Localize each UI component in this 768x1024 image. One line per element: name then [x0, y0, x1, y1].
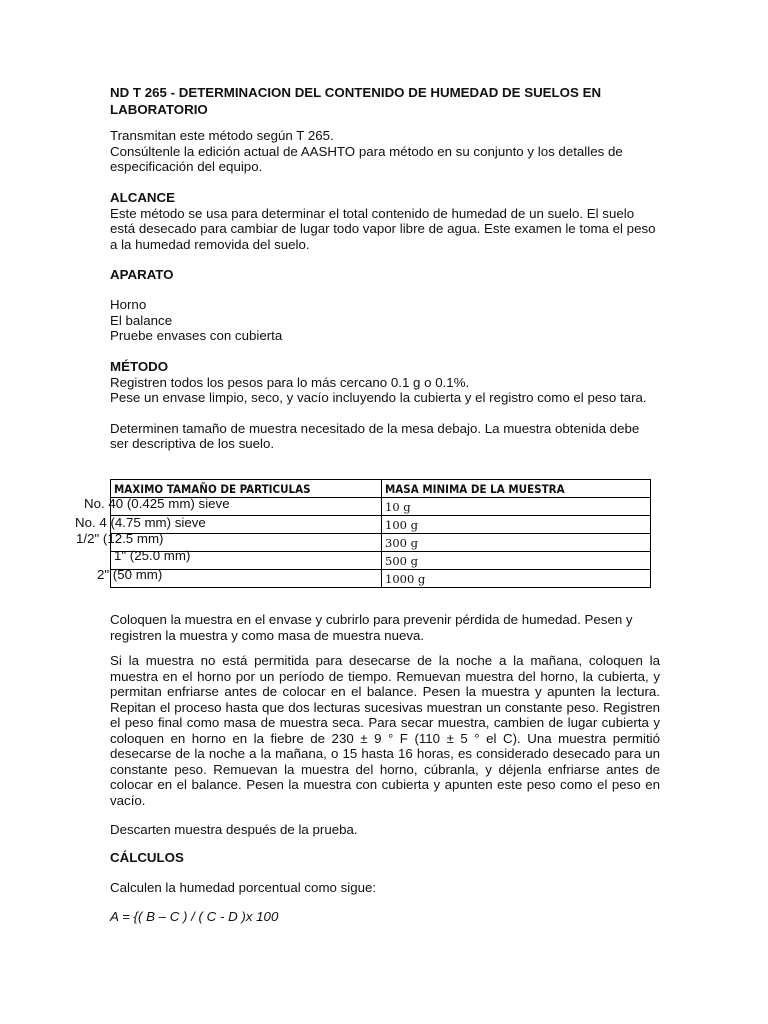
table-cell-mass: 500 g — [382, 552, 651, 570]
metodo-line-2: Pese un envase limpio, seco, y vacío incluyendo la cubierta y el registro como el peso tara. — [110, 390, 647, 405]
calculos-heading: CÁLCULOS — [110, 849, 184, 865]
aparato-heading: APARATO — [110, 267, 174, 282]
document-body-continued — [110, 612, 660, 925]
paragraph: Si la muestra no está permitida para desecarse de la noche a la mañana, coloquen la muestra en el horno por un período de tiempo. Remuevan muestra del horno, la cubierta, y permitan enfriarse antes de colocar en el balance. Pesen la muestra y apunten la lectura. Repitan el proceso hasta que dos lecturas sucesivas muestran un constante peso. Registren el peso final como masa de muestra seca. Para secar muestra, cambien de lugar cubierta y coloquen en horno en la fiebre de 230 ± 9 ° F (110 ± 5 ° el C). Una muestra permitió desecarse de la noche a la mañana, o 15 hasta 16 horas, es considerado desecado para un constante peso. Remuevan la muestra del horno, cúbranla, y déjenla enfriarse antes de colocar en el balance. Pesen la muestra con cubierta y apunten este peso como el peso en vacío. — [110, 653, 660, 808]
table-cell-size: 1" (25.0 mm) — [114, 548, 191, 563]
table-cell-size: No. 40 (0.425 mm) sieve — [84, 496, 230, 511]
metodo-line-1: Registren todos los pesos para lo más cercano 0.1 g o 0.1%. — [110, 374, 470, 390]
table-cell-mass: 1000 g — [382, 570, 651, 588]
paragraph: Descarten muestra después de la prueba. — [110, 822, 358, 837]
table-cell-mass: 100 g — [382, 516, 651, 534]
metodo-heading: MÉTODO — [110, 358, 169, 374]
table-cell-size: 1/2" (12.5 mm) — [76, 531, 164, 546]
table-cell-size: No. 4 (4.75 mm) sieve — [75, 515, 206, 530]
aparato-item: El balance — [110, 312, 173, 328]
table-cell-mass: 10 g — [382, 498, 651, 516]
document-body — [110, 84, 660, 452]
table-intro: Determinen tamaño de muestra necesitado de la mesa debajo. La muestra obtenida debe ser descriptiva de los suelo. — [110, 420, 640, 451]
aparato-item: Pruebe envases con cubierta — [110, 328, 283, 343]
table-header-mass: MASA MINIMA DE LA MUESTRA — [382, 480, 651, 498]
alcance-text: Este método se usa para determinar el total contenido de humedad de un suelo. El suelo está desecado para cambiar de lugar todo vapor libre de agua. Este examen le toma el peso a la humedad removida del suelo. — [110, 205, 656, 252]
table-row — [111, 570, 651, 588]
table-row — [111, 552, 651, 570]
formula: A = {( B – C ) / ( C - D )x 100 — [110, 909, 279, 924]
intro-line-1: Transmitan este método según T 265. — [110, 128, 334, 143]
table-header-row — [111, 480, 651, 498]
paragraph: Coloquen la muestra en el envase y cubrirlo para prevenir pérdida de humedad. Pesen y registren la muestra y como masa de muestra nueva. — [110, 612, 633, 643]
alcance-heading: ALCANCE — [110, 189, 176, 205]
table-cell-mass: 300 g — [382, 534, 651, 552]
table-cell-size: 2" (50 mm) — [97, 567, 163, 582]
table-row — [111, 534, 651, 552]
aparato-item: Horno — [110, 297, 147, 312]
intro-line-2: Consúltenle la edición actual de AASHTO para método en su conjunto y los detalles de especificación del equipo. — [110, 143, 623, 174]
table-header-size: MAXIMO TAMAÑO DE PARTICULAS — [111, 480, 382, 498]
calculos-text: Calculen la humedad porcentual como sigue: — [110, 879, 377, 895]
document-title: ND T 265 - DETERMINACION DEL CONTENIDO DE HUMEDAD DE SUELOS EN LABORATORIO — [110, 85, 602, 117]
